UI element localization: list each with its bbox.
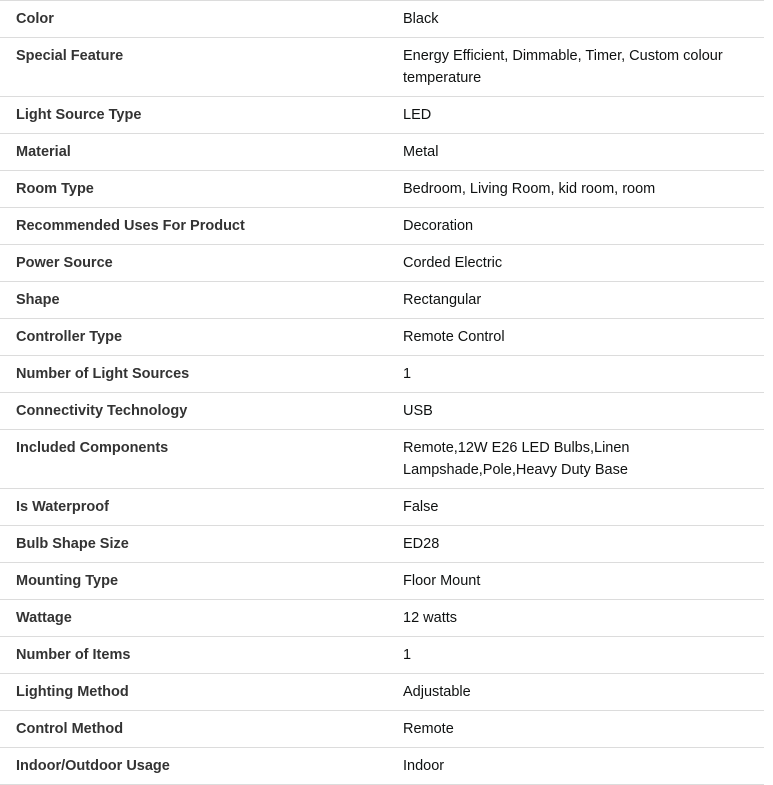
spec-value: Corded Electric [403, 245, 764, 282]
spec-value: Black [403, 1, 764, 38]
spec-row-color [0, 1, 764, 38]
spec-row-is-waterproof [0, 489, 764, 526]
spec-label: Power Source [0, 245, 403, 282]
spec-label: Included Components [0, 430, 403, 489]
spec-label: Wattage [0, 600, 403, 637]
spec-value: Indoor [403, 748, 764, 785]
spec-row-material [0, 134, 764, 171]
spec-row-shape [0, 282, 764, 319]
spec-label: Is Waterproof [0, 489, 403, 526]
spec-row-mounting-type [0, 563, 764, 600]
spec-value: Remote Control [403, 319, 764, 356]
spec-label: Lighting Method [0, 674, 403, 711]
spec-label: Special Feature [0, 38, 403, 97]
spec-label: Color [0, 1, 403, 38]
spec-value: LED [403, 97, 764, 134]
spec-label: Shape [0, 282, 403, 319]
spec-value: Decoration [403, 208, 764, 245]
spec-value: Remote [403, 711, 764, 748]
spec-label: Connectivity Technology [0, 393, 403, 430]
spec-value: Energy Efficient, Dimmable, Timer, Custom colour temperature [403, 38, 764, 97]
spec-value: Adjustable [403, 674, 764, 711]
spec-row-lighting-method [0, 674, 764, 711]
spec-value: 1 [403, 637, 764, 674]
spec-value: Floor Mount [403, 563, 764, 600]
spec-value: 1 [403, 356, 764, 393]
spec-row-number-of-items [0, 637, 764, 674]
spec-row-light-source-type [0, 97, 764, 134]
spec-row-room-type [0, 171, 764, 208]
spec-value: Rectangular [403, 282, 764, 319]
spec-row-indoor-outdoor-usage [0, 748, 764, 785]
spec-label: Controller Type [0, 319, 403, 356]
spec-value: Metal [403, 134, 764, 171]
spec-row-recommended-uses [0, 208, 764, 245]
spec-value: 12 watts [403, 600, 764, 637]
spec-value: ED28 [403, 526, 764, 563]
spec-value: False [403, 489, 764, 526]
spec-row-connectivity-technology [0, 393, 764, 430]
spec-label: Number of Light Sources [0, 356, 403, 393]
spec-row-number-of-light-sources [0, 356, 764, 393]
spec-row-included-components [0, 430, 764, 489]
spec-label: Control Method [0, 711, 403, 748]
spec-label: Bulb Shape Size [0, 526, 403, 563]
spec-row-special-feature [0, 38, 764, 97]
spec-value: Bedroom, Living Room, kid room, room [403, 171, 764, 208]
spec-row-controller-type [0, 319, 764, 356]
spec-value: USB [403, 393, 764, 430]
spec-label: Light Source Type [0, 97, 403, 134]
spec-label: Number of Items [0, 637, 403, 674]
spec-label: Mounting Type [0, 563, 403, 600]
spec-label: Room Type [0, 171, 403, 208]
spec-row-control-method [0, 711, 764, 748]
spec-label: Material [0, 134, 403, 171]
spec-row-power-source [0, 245, 764, 282]
spec-value: Remote,12W E26 LED Bulbs,Linen Lampshade,Pole,Heavy Duty Base [403, 430, 764, 489]
spec-row-wattage [0, 600, 764, 637]
spec-label: Recommended Uses For Product [0, 208, 403, 245]
spec-row-bulb-shape-size [0, 526, 764, 563]
spec-label: Indoor/Outdoor Usage [0, 748, 403, 785]
